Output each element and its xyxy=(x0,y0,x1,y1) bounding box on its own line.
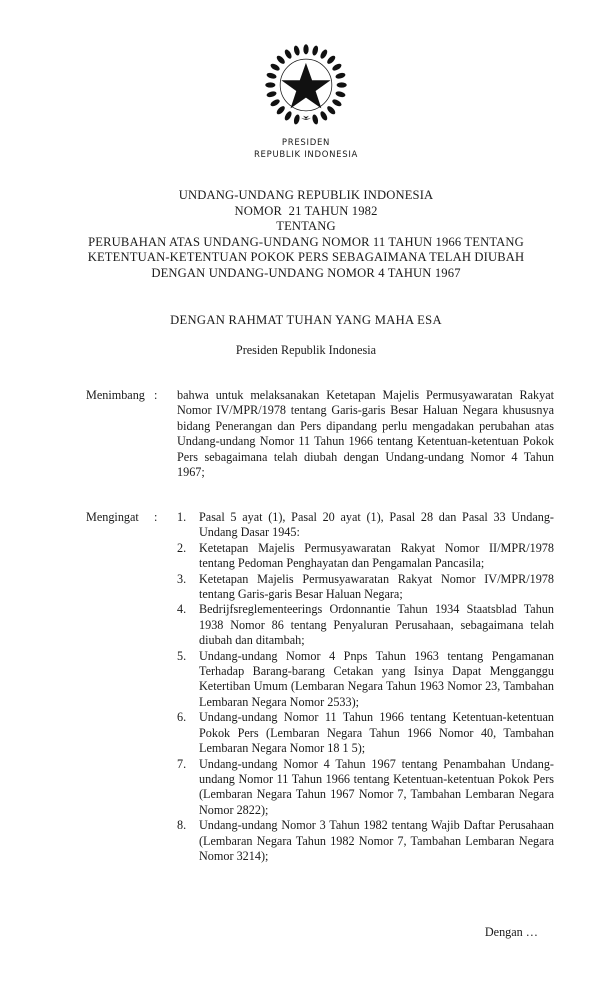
mengingat-list-item xyxy=(177,602,554,648)
mengingat-item-text: Ketetapan Majelis Permusyawaratan Rakyat Nomor II/MPR/1978 tentang Pedoman Penghayatan dan Pengamalan Pancasila; xyxy=(199,540,554,571)
mengingat-item-number: 4. xyxy=(177,602,187,617)
menimbang-text: bahwa untuk melaksanakan Ketetapan Majelis Permusyawaratan Rakyat Nomor IV/MPR/1978 tentang Garis-garis Besar Haluan Negara khususnya bidang Penerangan dan Pers dipandang perlu mengadakan perubahan atas Undang-undang Nomor 11 Tahun 1966 tentang Ketentuan-ketentuan Pokok Pers sebagaimana telah diubah dengan Undang-undang Nomor 4 Tahun 1967; xyxy=(177,388,554,480)
mengingat-item-number: 5. xyxy=(177,648,187,663)
mengingat-item-text: Undang-undang Nomor 3 Tahun 1982 tentang Wajib Daftar Perusahaan (Lembaran Negara Tahun 1982 Nomor 7, Tambahan Lembaran Negara Nomor 3214); xyxy=(199,818,554,863)
issuer-line: Presiden Republik Indonesia xyxy=(235,343,377,357)
mengingat-colon: : xyxy=(154,510,158,524)
menimbang-colon: : xyxy=(154,388,158,402)
mengingat-item-text: Bedrijfsreglementeerings Ordonnantie Tahun 1934 Staatsblad Tahun 1938 Nomor 86 tentang Penyaluran Perusahaan, sebagaimana telah diubah dan ditambah; xyxy=(199,602,554,648)
mengingat-item-number: 6. xyxy=(177,710,187,725)
invocation-line: DENGAN RAHMAT TUHAN YANG MAHA ESA xyxy=(170,313,442,327)
emblem-caption-line-1: PRESIDEN xyxy=(281,138,331,148)
emblem-block xyxy=(0,44,612,161)
mengingat-list-item xyxy=(177,649,554,711)
document-title xyxy=(56,188,556,282)
mengingat-list-item xyxy=(177,510,554,541)
title-line-6: DENGAN UNDANG-UNDANG NOMOR 4 TAHUN 1967 xyxy=(151,265,461,280)
emblem-caption xyxy=(0,138,612,161)
mengingat-item-number: 1. xyxy=(177,510,187,524)
mengingat-item-text: Pasal 5 ayat (1), Pasal 20 ayat (1), Pasal 28 dan Pasal 33 Undang-Undang Dasar 1945: xyxy=(199,510,554,540)
mengingat-item-text: Undang-undang Nomor 11 Tahun 1966 tentang Ketentuan-ketentuan Pokok Pers (Lembaran Negara Tahun 1966 Nomor 40, Tambahan Lembaran Negara Nomor 18 1 5); xyxy=(199,710,554,756)
mengingat-item-number: 3. xyxy=(177,571,187,586)
title-line-4: PERUBAHAN ATAS UNDANG-UNDANG NOMOR 11 TAHUN 1966 TENTANG xyxy=(88,234,524,249)
mengingat-list-item xyxy=(177,818,554,864)
mengingat-list-item xyxy=(177,572,554,603)
menimbang-clause xyxy=(86,388,554,480)
title-line-5: KETENTUAN-KETENTUAN POKOK PERS SEBAGAIMANA TELAH DIUBAH xyxy=(87,250,525,265)
mengingat-item-text: Ketetapan Majelis Permusyawaratan Rakyat Nomor IV/MPR/1978 tentang Garis-garis Besar Haluan Negara; xyxy=(199,571,554,602)
title-line-1: UNDANG-UNDANG REPUBLIK INDONESIA xyxy=(178,188,434,202)
mengingat-item-number: 7. xyxy=(177,756,187,771)
mengingat-item-number: 8. xyxy=(177,818,187,833)
mengingat-item-text: Undang-undang Nomor 4 Pnps Tahun 1963 tentang Pengamanan Terhadap Barang-barang Cetakan yang Isinya Dapat Mengganggu Ketertiban Umum (Lembaran Negara Tahun 1963 Nomor 23, Tambahan Lembaran Negara Nomor 2533); xyxy=(199,648,554,709)
emblem-caption-line-2: REPUBLIK INDONESIA xyxy=(253,149,359,160)
mengingat-list-item xyxy=(177,710,554,756)
mengingat-item-number: 2. xyxy=(177,540,187,555)
mengingat-item-text: Undang-undang Nomor 4 Tahun 1967 tentang Penambahan Undang- undang Nomor 11 Tahun 1966 tentang Ketentuan-ketentuan Pokok Pers (Lembaran Negara Tahun 1967 Nomor 7, Tambahan Lembaran Negara Nomor 2822); xyxy=(199,756,554,817)
title-line-2: NOMOR 21 TAHUN 1982 xyxy=(234,203,378,218)
mengingat-label: Mengingat xyxy=(86,510,139,524)
mengingat-clause xyxy=(86,510,554,864)
mengingat-list-item xyxy=(177,757,554,819)
title-line-3: TENTANG xyxy=(276,219,336,234)
mengingat-body xyxy=(177,510,554,864)
mengingat-list-item xyxy=(177,541,554,572)
menimbang-body xyxy=(177,388,554,480)
mengingat-list xyxy=(177,510,554,864)
menimbang-label: Menimbang xyxy=(86,388,145,402)
indonesian-presidential-star-wreath-emblem xyxy=(265,44,347,126)
page-continuation-note: Dengan … xyxy=(484,925,538,939)
